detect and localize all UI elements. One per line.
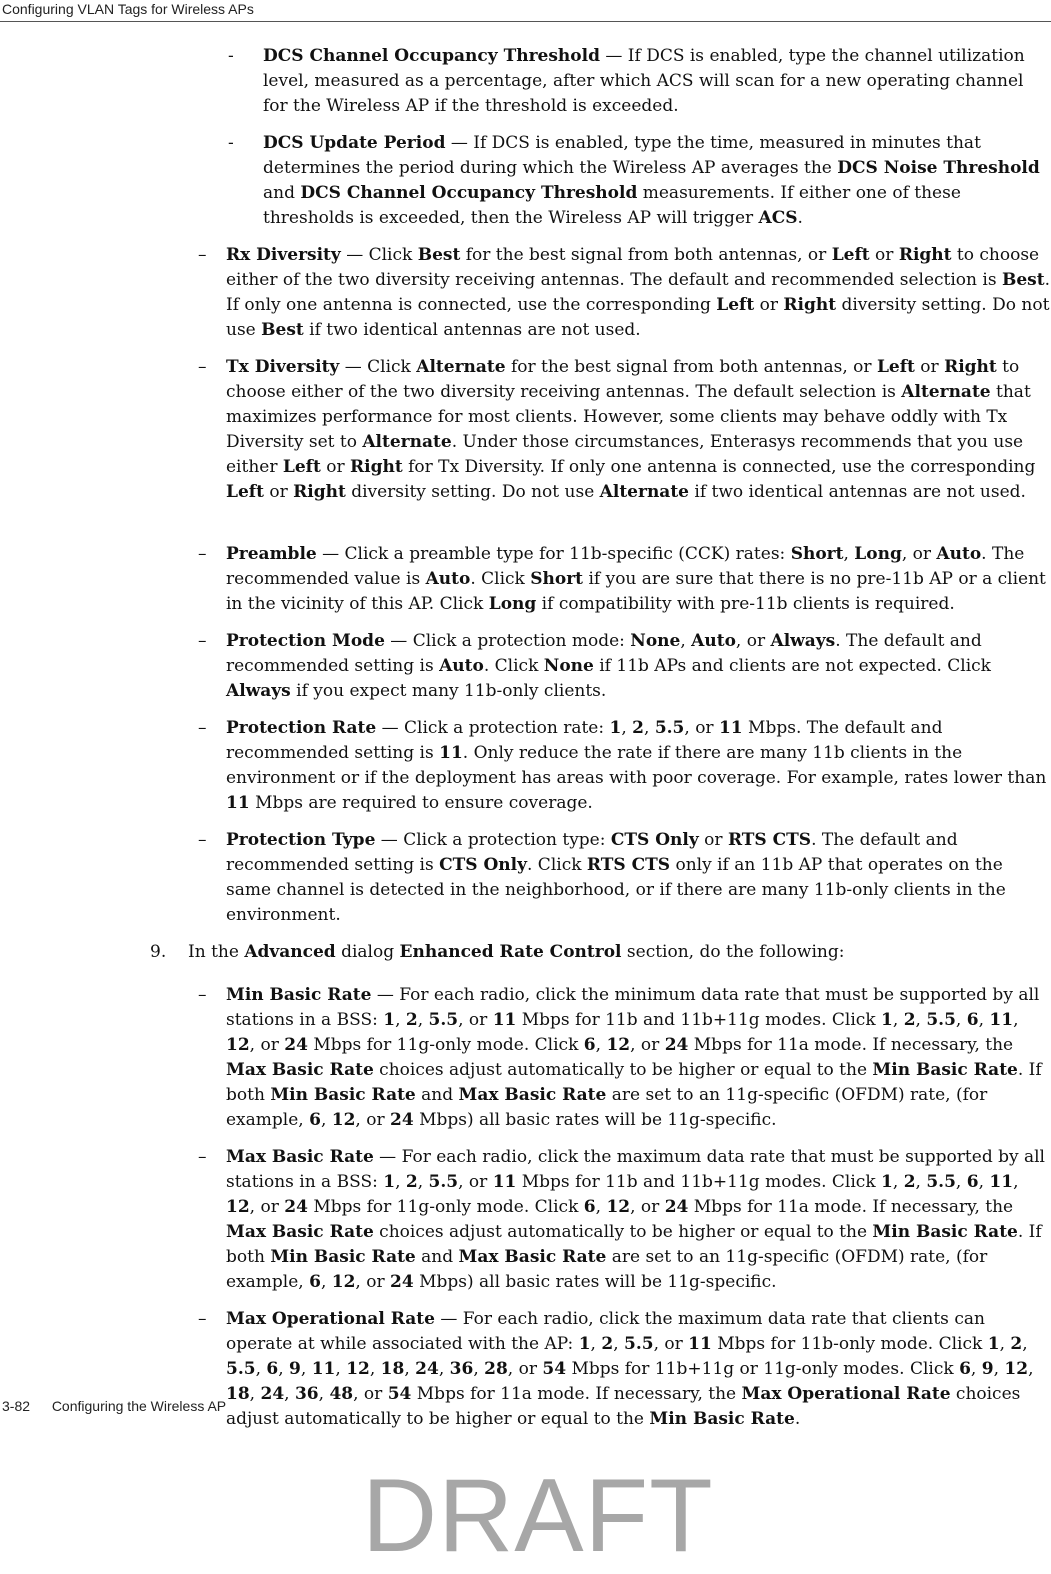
bold-term: Left <box>226 482 264 502</box>
text-run: . The default and recommended setting is <box>226 830 958 875</box>
bold-term: 1 <box>881 1172 893 1192</box>
bold-term: Alternate <box>362 432 452 452</box>
text-run: , <box>300 1359 312 1379</box>
bold-term: 6 <box>583 1197 596 1217</box>
footer-section-title: Configuring the Wireless AP <box>51 1398 227 1414</box>
bold-term: 2 <box>632 718 644 738</box>
list-marker: – <box>198 718 207 738</box>
text-run: if compatibility with pre-11b clients is required. <box>536 594 955 614</box>
text-run: , <box>978 1010 990 1030</box>
text-run: , <box>1022 1334 1028 1354</box>
bold-term: 2 <box>1010 1334 1023 1354</box>
text-run: are set to an 11g-specific (OFDM) rate, (for example, <box>226 1247 988 1292</box>
bold-term: 2 <box>405 1010 418 1030</box>
text-run: . Click <box>470 569 531 589</box>
text-run: , <box>915 1172 927 1192</box>
bold-term: Best <box>261 320 304 340</box>
text-run: — Click <box>340 245 418 265</box>
bold-term: 1 <box>881 1010 893 1030</box>
list-marker: - <box>228 133 234 153</box>
bold-term: Right <box>349 457 403 477</box>
text-run: . If both <box>226 1222 1042 1267</box>
bold-term: 6 <box>966 1172 979 1192</box>
list-item-text <box>226 1307 1051 1432</box>
text-run: , <box>369 1359 381 1379</box>
bold-term: 24 <box>390 1272 414 1292</box>
text-run: , <box>395 1010 406 1030</box>
text-run: — Click a protection mode: <box>384 631 631 651</box>
bold-term: Always <box>226 681 291 701</box>
bold-term: 11 <box>688 1334 712 1354</box>
text-run: , <box>892 1010 904 1030</box>
text-run: , <box>320 1272 332 1292</box>
bold-term: None <box>630 631 681 651</box>
text-run: diversity setting. Do not use <box>226 295 1050 340</box>
text-run: , <box>970 1359 982 1379</box>
bold-term: RTS CTS <box>727 830 812 850</box>
text-run: — For each radio, click the maximum data rate that clients can operate at while associated with the AP: <box>226 1309 985 1354</box>
text-run: to choose either of the two diversity receiving antennas. The default selection is <box>226 357 1020 402</box>
text-run: Mbps for 11g-only mode. Click <box>307 1035 584 1055</box>
bold-term: 6 <box>309 1110 321 1130</box>
bold-term: Max Basic Rate <box>458 1085 607 1105</box>
text-run: , <box>621 718 633 738</box>
list-marker: – <box>198 1147 207 1167</box>
bold-term: 2 <box>903 1172 916 1192</box>
text-run: , <box>404 1359 416 1379</box>
text-run: , or <box>684 718 719 738</box>
text-run: — Click <box>339 357 417 377</box>
list-item-text <box>226 542 1051 617</box>
text-run: if you expect many 11b-only clients. <box>290 681 607 701</box>
bold-term: 12 <box>1004 1359 1029 1379</box>
list-marker: – <box>198 357 207 377</box>
bold-term: 11 <box>226 793 250 813</box>
bold-term: 1 <box>987 1334 1000 1354</box>
text-run: , <box>993 1359 1005 1379</box>
text-run: Mbps for 11a mode. If necessary, the <box>688 1035 1014 1055</box>
bold-term: Protection Mode <box>226 631 385 651</box>
text-run: . <box>794 1409 801 1429</box>
text-run: , <box>320 1110 332 1130</box>
bold-term: Left <box>876 357 915 377</box>
text-run: , <box>438 1359 450 1379</box>
text-run: , <box>955 1010 967 1030</box>
text-run: Mbps) all basic rates will be 11g-specific. <box>413 1110 777 1130</box>
bold-term: 9 <box>981 1359 994 1379</box>
bold-term: 1 <box>578 1334 591 1354</box>
bold-term: Right <box>783 295 837 315</box>
text-run: choices adjust automatically to be higher or equal to the <box>373 1222 873 1242</box>
bold-term: 2 <box>601 1334 614 1354</box>
text-run: , <box>999 1334 1011 1354</box>
list-marker: – <box>198 544 207 564</box>
bold-term: 6 <box>309 1272 321 1292</box>
bold-term: 11 <box>311 1359 336 1379</box>
bold-term: 6 <box>266 1359 279 1379</box>
text-run: that maximizes performance for most clients. However, some clients may behave oddly with Tx Diversity set to <box>226 382 1031 452</box>
text-run: , <box>417 1172 429 1192</box>
bold-term: 24 <box>664 1035 689 1055</box>
text-run: to choose either of the two diversity receiving antennas. The default and recommended selection is <box>226 245 1040 290</box>
bold-term: Max Basic Rate <box>226 1060 374 1080</box>
text-run: — For each radio, click the maximum data rate that must be supported by all stations in a BSS: <box>226 1147 1045 1192</box>
text-run: Mbps for 11b and 11b+11g modes. Click <box>516 1010 882 1030</box>
bold-term: Max Operational Rate <box>741 1384 951 1404</box>
bold-term: 18 <box>380 1359 405 1379</box>
bold-term: 36 <box>449 1359 474 1379</box>
bold-term: 18 <box>226 1384 250 1404</box>
bold-term: 28 <box>484 1359 508 1379</box>
bold-term: Min Basic Rate <box>872 1222 1018 1242</box>
bold-term: Advanced <box>244 942 336 962</box>
text-run: , <box>843 544 855 564</box>
bold-term: Long <box>488 594 537 614</box>
text-run: , <box>335 1359 347 1379</box>
text-run: , or <box>507 1359 543 1379</box>
bold-term: Min Basic Rate <box>872 1060 1018 1080</box>
bold-term: 5.5 <box>624 1334 654 1354</box>
text-run: — If DCS is enabled, type the channel utilization level, measured as a percentage, after which ACS will scan for a new operating channel for the Wireless AP if the threshold is exceeded. <box>263 46 1025 116</box>
list-marker: – <box>198 245 207 265</box>
list-item-text <box>226 355 1051 505</box>
bold-term: 5.5 <box>926 1172 956 1192</box>
list-item-text <box>226 1145 1051 1295</box>
bold-term: Long <box>854 544 902 564</box>
bold-term: DCS Update Period <box>263 133 446 153</box>
bold-term: Short <box>790 544 844 564</box>
bold-term: 12 <box>331 1110 356 1130</box>
text-run: , <box>318 1384 330 1404</box>
bold-term: Best <box>1001 270 1045 290</box>
bold-term: 24 <box>664 1197 689 1217</box>
text-run: . The default and recommended setting is <box>226 631 982 676</box>
list-item-text <box>263 131 1051 231</box>
text-run: , or <box>355 1272 390 1292</box>
draft-watermark: DRAFT <box>362 1458 714 1574</box>
text-run: or <box>754 295 784 315</box>
bold-term: Alternate <box>416 357 506 377</box>
text-run: diversity setting. Do not use <box>345 482 600 502</box>
text-run: , <box>417 1010 429 1030</box>
running-title: Configuring VLAN Tags for Wireless APs <box>2 1 254 17</box>
text-run: , <box>1013 1172 1019 1192</box>
bold-term: Preamble <box>226 544 317 564</box>
text-run: — Click a protection type: <box>375 830 611 850</box>
bold-term: 1 <box>383 1172 396 1192</box>
text-run: , <box>1028 1359 1034 1379</box>
text-run: , or <box>458 1010 493 1030</box>
bold-term: 11 <box>718 718 743 738</box>
text-run: . If only one antenna is connected, use the corresponding <box>226 270 1050 315</box>
text-run: . Click <box>527 855 587 875</box>
text-run: Mbps) all basic rates will be 11g-specific. <box>413 1272 777 1292</box>
text-run: — Click a protection rate: <box>376 718 610 738</box>
bold-term: 24 <box>415 1359 439 1379</box>
bold-term: Min Basic Rate <box>270 1247 416 1267</box>
text-run: Mbps for 11b+11g or 11g-only modes. Click <box>566 1359 960 1379</box>
bold-term: 12 <box>606 1197 631 1217</box>
bold-term: 12 <box>606 1035 631 1055</box>
text-run: , or <box>630 1197 665 1217</box>
bold-term: 5.5 <box>428 1010 459 1030</box>
text-run: , <box>595 1035 607 1055</box>
bold-term: 12 <box>226 1197 250 1217</box>
text-run: , <box>278 1359 290 1379</box>
list-item-text <box>226 243 1051 343</box>
text-run: Mbps for 11a mode. If necessary, the <box>411 1384 742 1404</box>
text-run: , <box>590 1334 602 1354</box>
text-run: . Click <box>483 656 544 676</box>
text-run: and <box>263 183 301 203</box>
text-run: , or <box>630 1035 665 1055</box>
bold-term: 48 <box>329 1384 354 1404</box>
text-run: , <box>595 1197 607 1217</box>
text-run: , <box>915 1010 927 1030</box>
bold-term: Auto <box>439 656 484 676</box>
text-run: , or <box>355 1110 390 1130</box>
text-run: , <box>255 1359 267 1379</box>
list-item-text <box>226 983 1051 1133</box>
text-run: . If both <box>226 1060 1042 1105</box>
text-run: In the <box>188 942 245 962</box>
text-run: , <box>613 1334 625 1354</box>
bold-term: 11 <box>439 743 463 763</box>
list-item-text <box>263 44 1051 119</box>
text-run: or <box>320 457 350 477</box>
text-run: for Tx Diversity. If only one antenna is connected, use the corresponding <box>402 457 1036 477</box>
bold-term: Auto <box>425 569 471 589</box>
text-run: , <box>680 631 692 651</box>
text-run: choices adjust automatically to be higher or equal to the <box>373 1060 873 1080</box>
bold-term: Max Basic Rate <box>226 1147 374 1167</box>
page-footer <box>2 1398 226 1414</box>
list-marker: – <box>198 830 207 850</box>
bold-term: 54 <box>542 1359 567 1379</box>
bold-term: 12 <box>226 1035 250 1055</box>
bold-term: 24 <box>284 1035 308 1055</box>
bold-term: CTS Only <box>439 855 527 875</box>
bold-term: Protection Type <box>226 830 376 850</box>
page-number: 3-82 <box>2 1398 31 1414</box>
bold-term: Alternate <box>599 482 689 502</box>
list-item-text <box>226 629 1051 704</box>
text-run: for the best signal from both antennas, or <box>505 357 877 377</box>
bold-term: RTS CTS <box>586 855 671 875</box>
text-run: and <box>415 1085 459 1105</box>
text-run: or <box>263 482 294 502</box>
text-run: measurements. If either one of these thresholds is exceeded, then the Wireless AP will trigger <box>263 183 961 228</box>
bold-term: Always <box>770 631 836 651</box>
text-run: if you are sure that there is no pre-11b AP or a client in the vicinity of this AP. Click <box>226 569 1046 614</box>
text-run: , or <box>653 1334 689 1354</box>
text-run: Mbps. The default and recommended setting is <box>226 718 943 763</box>
bold-term: 11 <box>492 1010 517 1030</box>
text-run: , or <box>901 544 937 564</box>
text-run: . Only reduce the rate if there are many 11b clients in the environment or if the deployment has areas with poor coverage. For example, rates lower than <box>226 743 1047 788</box>
text-run: — Click a preamble type for 11b-specific (CCK) rates: <box>316 544 791 564</box>
text-run: — If DCS is enabled, type the time, measured in minutes that determines the period during which the Wireless AP averages the <box>263 133 981 178</box>
bold-term: Protection Rate <box>226 718 377 738</box>
bold-term: Left <box>831 245 870 265</box>
bold-term: 24 <box>260 1384 285 1404</box>
bold-term: Tx Diversity <box>226 357 340 377</box>
bold-term: 12 <box>331 1272 356 1292</box>
step-number: 9. <box>150 942 167 962</box>
bold-term: Max Operational Rate <box>226 1309 435 1329</box>
page-header <box>0 0 1051 22</box>
bold-term: Enhanced Rate Control <box>399 942 622 962</box>
text-run: , <box>978 1172 990 1192</box>
text-run: section, do the following: <box>621 942 845 962</box>
bold-term: Best <box>417 245 461 265</box>
text-run: , <box>892 1172 904 1192</box>
bold-term: 11 <box>492 1172 517 1192</box>
bold-term: 54 <box>387 1384 412 1404</box>
bold-term: Min Basic Rate <box>226 985 372 1005</box>
text-run: if two identical antennas are not used. <box>303 320 641 340</box>
list-marker: – <box>198 985 207 1005</box>
bold-term: Alternate <box>901 382 991 402</box>
text-run: Mbps for 11g-only mode. Click <box>307 1197 584 1217</box>
list-marker: - <box>228 46 234 66</box>
text-run: Mbps for 11b-only mode. Click <box>711 1334 988 1354</box>
text-run: . Under those circumstances, Enterasys recommends that you use either <box>226 432 1024 477</box>
bold-term: CTS Only <box>610 830 699 850</box>
bold-term: 6 <box>583 1035 596 1055</box>
bold-term: 11 <box>989 1172 1014 1192</box>
bold-term: 2 <box>903 1010 916 1030</box>
text-run: and <box>415 1247 459 1267</box>
bold-term: Rx Diversity <box>226 245 341 265</box>
text-run: , <box>1013 1010 1019 1030</box>
text-run: , or <box>249 1035 285 1055</box>
bold-term: Min Basic Rate <box>270 1085 416 1105</box>
bold-term: 1 <box>609 718 622 738</box>
bold-term: 24 <box>284 1197 308 1217</box>
text-run: if two identical antennas are not used. <box>689 482 1026 502</box>
text-run: , or <box>249 1197 285 1217</box>
list-marker: – <box>198 631 207 651</box>
text-run: Mbps for 11b and 11b+11g modes. Click <box>516 1172 882 1192</box>
bold-term: 12 <box>346 1359 370 1379</box>
text-run: Mbps are required to ensure coverage. <box>249 793 593 813</box>
bold-term: Min Basic Rate <box>649 1409 795 1429</box>
bold-term: 5.5 <box>654 718 685 738</box>
text-run: choices adjust automatically to be higher or equal to the <box>226 1384 1021 1429</box>
bold-term: Max Basic Rate <box>458 1247 607 1267</box>
text-run: , <box>395 1172 406 1192</box>
bold-term: DCS Noise Threshold <box>837 158 1040 178</box>
text-run: only if an 11b AP that operates on the same channel is detected in the neighborhood, or if there are many 11b-only clients in the environment. <box>226 855 1006 925</box>
bold-term: 1 <box>383 1010 396 1030</box>
text-run: if 11b APs and clients are not expected. Click <box>593 656 991 676</box>
bold-term: 36 <box>294 1384 319 1404</box>
bold-term: DCS Channel Occupancy Threshold <box>300 183 638 203</box>
text-run: or <box>914 357 945 377</box>
step-text <box>188 940 1051 965</box>
bold-term: None <box>543 656 594 676</box>
text-run: , <box>284 1384 295 1404</box>
bold-term: 6 <box>966 1010 979 1030</box>
bold-term: Short <box>530 569 584 589</box>
bold-term: 9 <box>289 1359 301 1379</box>
bold-term: Auto <box>936 544 982 564</box>
list-item-text <box>226 716 1051 816</box>
bold-term: 6 <box>959 1359 971 1379</box>
text-run: — For each radio, click the minimum data rate that must be supported by all stations in a BSS: <box>226 985 1040 1030</box>
bold-term: Right <box>944 357 997 377</box>
bold-term: 5.5 <box>428 1172 459 1192</box>
text-run: . The recommended value is <box>226 544 1025 589</box>
bold-term: Auto <box>691 631 736 651</box>
bold-term: Left <box>282 457 321 477</box>
bold-term: 5.5 <box>226 1359 256 1379</box>
bold-term: 2 <box>405 1172 418 1192</box>
text-run: dialog <box>335 942 400 962</box>
list-marker: – <box>198 1309 207 1329</box>
bold-term: 24 <box>390 1110 414 1130</box>
text-run: . <box>797 208 803 228</box>
bold-term: Right <box>293 482 346 502</box>
text-run: , <box>473 1359 485 1379</box>
bold-term: ACS <box>758 208 798 228</box>
bold-term: Left <box>716 295 755 315</box>
text-run: or <box>698 830 728 850</box>
text-run: are set to an 11g-specific (OFDM) rate, (for example, <box>226 1085 988 1130</box>
text-run: , or <box>458 1172 493 1192</box>
text-run: , or <box>735 631 771 651</box>
list-item-text <box>226 828 1051 928</box>
bold-term: 11 <box>989 1010 1014 1030</box>
text-run: Mbps for 11a mode. If necessary, the <box>688 1197 1014 1217</box>
text-run: , <box>955 1172 967 1192</box>
bold-term: Right <box>898 245 952 265</box>
bold-term: Max Basic Rate <box>226 1222 374 1242</box>
text-run: , or <box>353 1384 388 1404</box>
text-run: , <box>644 718 655 738</box>
bold-term: 5.5 <box>926 1010 956 1030</box>
text-run: or <box>869 245 899 265</box>
bold-term: DCS Channel Occupancy Threshold <box>263 46 600 66</box>
text-run: , <box>249 1384 261 1404</box>
text-run: for the best signal from both antennas, or <box>460 245 832 265</box>
